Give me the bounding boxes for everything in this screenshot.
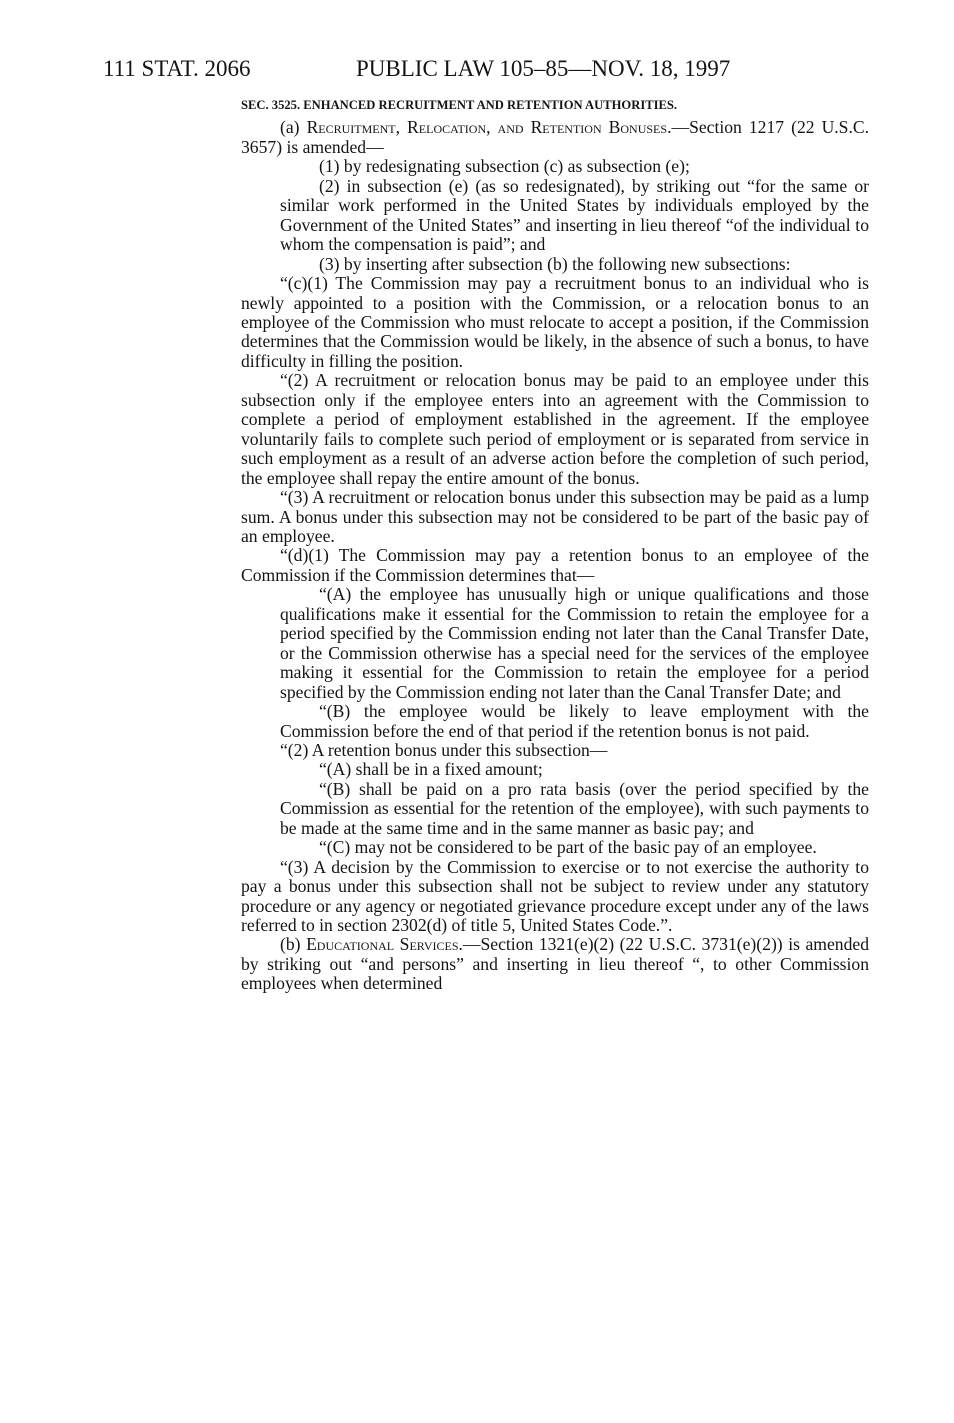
subsection-b-heading: Educational Services. (306, 934, 463, 955)
paragraph-2: (2) in subsection (e) (as so redesignated), by striking out “for the same or similar work performed in the United States by individuals employed by the Government of the United States” and inserting in lieu thereof “of the individual to whom the compensation is paid”; and (280, 175, 869, 255)
section-body (241, 96, 869, 994)
subsection-d-1-b: “(B) the employee would be likely to leave employment with the Commission before the end of that period if the retention bonus is not paid. (280, 701, 869, 741)
subsection-a (241, 118, 869, 157)
subsection-d-2-a: “(A) shall be in a fixed amount; (319, 759, 543, 780)
subsection-c-3: “(3) A recruitment or relocation bonus under this subsection may be paid as a lump sum. A bonus under this subsection may not be considered to be part of the basic pay of an employee. (241, 487, 869, 546)
subsection-c-1: “(c)(1) The Commission may pay a recruitment bonus to an individual who is newly appointed to a position with the Commission, or a relocation bonus to an employee of the Commission who must relocate to accept a position, if the Commission determines that the Commission would be likely, in the absence of such a bonus, to have difficulty in filling the position. (241, 273, 869, 371)
subsection-b-text: —Section 1321(e)(2) (22 U.S.C. 3731(e)(2)) is amended by striking out “and persons” and inserting in lieu thereof “, to other Commission employees when determined (241, 934, 869, 994)
subsection-d-2: “(2) A retention bonus under this subsection— (280, 739, 608, 760)
subsection-a-heading: Recruitment, Relocation, and Retention Bonuses. (306, 117, 672, 138)
subsection-d-1: “(d)(1) The Commission may pay a retention bonus to an employee of the Commission if the Commission determines that— (241, 545, 869, 585)
page-header (103, 56, 863, 84)
section-heading: SEC. 3525. ENHANCED RECRUITMENT AND RETENTION AUTHORITIES. (241, 98, 678, 112)
subsection-a-enum: (a) (280, 117, 300, 138)
public-law-citation: PUBLIC LAW 105–85—NOV. 18, 1997 (356, 56, 731, 81)
subsection-b-enum: (b) (280, 934, 301, 955)
subsection-b (241, 935, 869, 993)
subsection-d-3: “(3) A decision by the Commission to exercise or to not exercise the authority to pay a bonus under this subsection shall not be subject to review under any statutory procedure or any agency or negotiated grievance procedure except under any of the laws referred to in section 2302(d) of title 5, United States Code.”. (241, 856, 869, 936)
stat-citation: 111 STAT. 2066 (103, 56, 251, 81)
subsection-d-2-c: “(C) may not be considered to be part of the basic pay of an employee. (319, 837, 817, 858)
paragraph-3: (3) by inserting after subsection (b) the following new subsections: (319, 253, 791, 274)
subsection-d-2-b: “(B) shall be paid on a pro rata basis (over the period specified by the Commission as essential for the retention of the employee), with such payments to be made at the same time and in the same manner as basic pay; and (280, 778, 869, 838)
subsection-c-2: “(2) A recruitment or relocation bonus may be paid to an employee under this subsection only if the employee enters into an agreement with the Commission to complete a period of employment established in the agreement. If the employee voluntarily fails to complete such period of employment or is separated from service in such employment as a result of an adverse action before the completion of such period, the employee shall repay the entire amount of the bonus. (241, 370, 869, 488)
subsection-d-1-a: “(A) the employee has unusually high or unique qualifications and those qualifications make it essential for the Commission to retain the employee for a period specified by the Commission ending not later than the Canal Transfer Date, or the Commission otherwise has a special need for the services of the employee making it essential for the Commission to retain the employee for a period specified by the Commission ending not later than the Canal Transfer Date; and (280, 584, 869, 702)
subsection-a-text: —Section 1217 (22 U.S.C. 3657) is amended— (241, 117, 869, 157)
paragraph-1: (1) by redesignating subsection (c) as subsection (e); (319, 156, 690, 177)
